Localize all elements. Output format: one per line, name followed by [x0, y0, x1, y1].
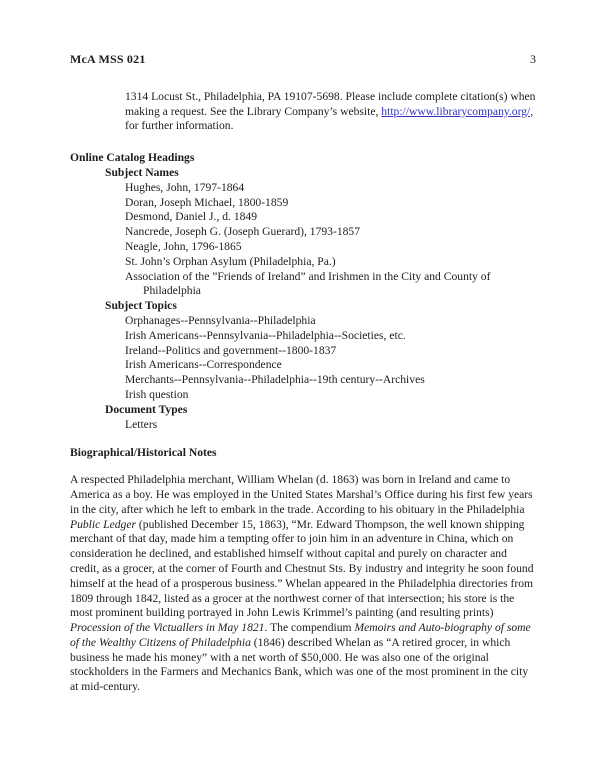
catalog-item: Merchants--Pennsylvania--Philadelphia--19th century--Archives [125, 373, 425, 387]
catalog-item: Irish question [125, 387, 189, 401]
catalog-item: Association of the ”Friends of Ireland” and Irishmen in the City and County of Philadelphia [125, 269, 491, 298]
catalog-item: Nancrede, Joseph G. (Joseph Guerard), 1793-1857 [125, 225, 361, 239]
italic-text-segment: Memoirs and Auto-biography of some of the Wealthy Citizens of Philadelphia [70, 621, 531, 649]
catalog-item: Hughes, John, 1797-1864 [125, 180, 245, 194]
italic-text-segment: Procession of the Victuallers in May 1821 [70, 621, 265, 635]
section-label: Subject Topics [105, 299, 177, 313]
section-label: Subject Names [105, 165, 179, 179]
catalog-item: Doran, Joseph Michael, 1800-1859 [125, 195, 289, 209]
page-header [70, 52, 536, 67]
catalog-section [70, 151, 536, 432]
text-segment: for further information. [125, 119, 234, 133]
page-number: 3 [530, 52, 536, 66]
catalog-item: Irish Americans--Pennsylvania--Philadelphia--Societies, etc. [125, 328, 406, 342]
italic-text-segment: Public Ledger [70, 517, 137, 531]
header-title: McA MSS 021 [70, 52, 146, 66]
catalog-item: Irish Americans--Correspondence [125, 358, 282, 372]
library-company-link[interactable]: http://www.librarycompany.org/, [381, 104, 534, 118]
text-segment: (published December 15, 1863), “Mr. Edward Thompson, the well known shipping merchant of that day, made him a tempting offer to join him in an adventure in China, which on consideration he declined, and established himself without capital and purely on character and credit, as a grocer, at the corner of Fourth and Chestnut Sts. By industry and integrity he soon found himself at the head of a prosperous business.” Whelan appeared in the Philadelphia directories from 1809 through 1842, listed as a grocer at the northwest corner of that intersection; his store is the most prominent building portrayed in John Lewis Krimmel’s painting (and resulting prints) [70, 517, 534, 620]
text-segment: . The compendium [264, 621, 355, 635]
catalog-heading: Online Catalog Headings [70, 151, 195, 165]
catalog-sections [70, 166, 536, 432]
text-segment: A respected Philadelphia merchant, William Whelan (d. 1863) was born in Ireland and came to America as a boy. He was employed in the United States Marshal’s Office during his first few years in the city, after which he left to embark in the trade. According to his obituary in the Philadelphia [70, 473, 533, 516]
catalog-item: Orphanages--Pennsylvania--Philadelphia [125, 313, 316, 327]
notice-paragraph [125, 90, 537, 134]
catalog-item: Ireland--Politics and government--1800-1837 [125, 343, 337, 357]
bio-paragraph [70, 473, 536, 695]
bio-heading: Biographical/Historical Notes [70, 446, 217, 460]
section-label: Document Types [105, 402, 188, 416]
text-segment: (1846) described Whelan as “A retired grocer, in which business he made his money” with a net worth of $50,000. He was also one of the original stockholders in the Farmers and Mechanics Bank, which was one of the most prominent in the city at mid-century. [70, 635, 529, 694]
catalog-item: Desmond, Daniel J., d. 1849 [125, 210, 258, 224]
catalog-item: Neagle, John, 1796-1865 [125, 239, 242, 253]
catalog-item: Letters [125, 417, 158, 431]
text-segment: 1314 Locust St., Philadelphia, PA 19107-5698. Please include complete citation(s) when making a request. See the Library Company’s website, [125, 89, 536, 118]
catalog-item: St. John’s Orphan Asylum (Philadelphia, Pa.) [125, 254, 336, 268]
